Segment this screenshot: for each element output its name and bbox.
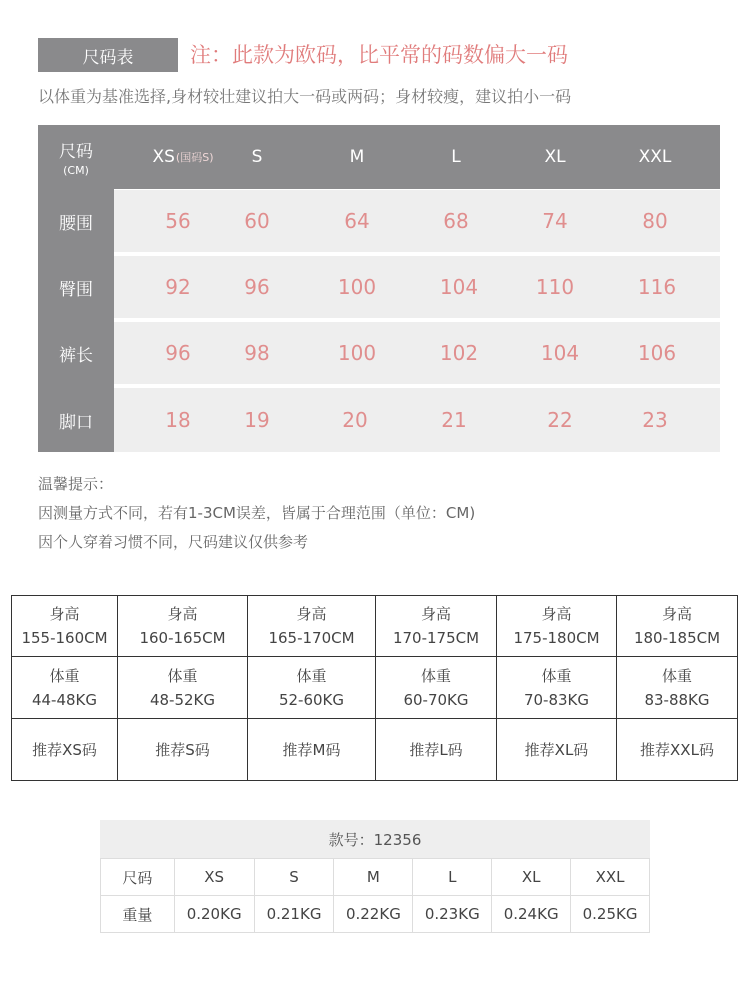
size-value: 104: [439, 275, 479, 299]
size-col-label: M: [349, 147, 365, 167]
recommend-cell: 推荐XS码: [12, 719, 118, 781]
size-col-label: XXL: [638, 147, 672, 167]
size-col-xs: [143, 125, 223, 189]
product-size-row: [101, 859, 650, 896]
corner-label: 尺码: [59, 142, 93, 162]
tips-line-1: 因测量方式不同，若有1-3CM误差，皆属于合理范围（单位：CM): [38, 504, 476, 522]
size-col-label: L: [451, 147, 461, 167]
size-value: 102: [439, 341, 479, 365]
size-value: 106: [637, 341, 677, 365]
height-row: [12, 596, 738, 657]
weight-cell: 体重 52-60KG: [248, 657, 376, 719]
size-cell: M: [334, 859, 413, 896]
size-value: 68: [443, 209, 469, 233]
xs-national-note: (国码S): [175, 151, 214, 164]
size-label: 尺码: [101, 859, 175, 896]
size-col-m: [317, 125, 397, 189]
recommend-cell: 推荐S码: [118, 719, 248, 781]
size-value: 100: [337, 341, 377, 365]
size-value: 104: [540, 341, 580, 365]
weight-cell: 0.24KG: [492, 896, 571, 933]
size-col-s: [217, 125, 297, 189]
size-value: 19: [244, 408, 270, 432]
size-col-label: XS: [152, 147, 175, 167]
size-col-xxl: [615, 125, 695, 189]
size-value: 96: [244, 275, 270, 299]
weight-cell: 体重 83-88KG: [617, 657, 738, 719]
size-value: 80: [642, 209, 668, 233]
size-value: 110: [535, 275, 575, 299]
height-cell: 身高 175-180CM: [497, 596, 617, 657]
size-col-l: [416, 125, 496, 189]
size-chart: [38, 125, 720, 452]
size-value: 20: [342, 408, 368, 432]
height-cell: 身高 155-160CM: [12, 596, 118, 657]
size-value: 21: [441, 408, 467, 432]
size-value: 22: [547, 408, 573, 432]
size-value: 60: [244, 209, 270, 233]
product-weight-table: [100, 820, 650, 932]
weight-row: [12, 657, 738, 719]
size-value: 100: [337, 275, 377, 299]
size-value: 74: [542, 209, 568, 233]
size-chart-tag: 尺码表: [38, 38, 178, 72]
recommend-cell: 推荐L码: [376, 719, 497, 781]
size-value: 98: [244, 341, 270, 365]
height-cell: 身高 170-175CM: [376, 596, 497, 657]
row-label-waist: 腰围: [59, 213, 93, 234]
weight-cell: 0.23KG: [413, 896, 492, 933]
size-col-label: XL: [544, 147, 566, 167]
style-number: 款号：12356: [100, 820, 650, 858]
size-value: 56: [165, 209, 191, 233]
weight-cell: 0.22KG: [334, 896, 413, 933]
size-cell: S: [254, 859, 334, 896]
weight-cell: 体重 44-48KG: [12, 657, 118, 719]
weight-cell: 0.21KG: [254, 896, 334, 933]
weight-cell: 体重 70-83KG: [497, 657, 617, 719]
tips-line-2: 因个人穿着习惯不同，尺码建议仅供参考: [38, 533, 309, 551]
row-label-length: 裤长: [59, 345, 93, 366]
size-value: 23: [642, 408, 668, 432]
size-value: 18: [165, 408, 191, 432]
row-label-hip: 臀围: [59, 279, 93, 300]
recommend-row: [12, 719, 738, 781]
size-cell: XXL: [571, 859, 650, 896]
height-cell: 身高 165-170CM: [248, 596, 376, 657]
weight-cell: 0.20KG: [174, 896, 254, 933]
product-weight-grid: [100, 858, 650, 933]
size-cell: XS: [174, 859, 254, 896]
size-value: 116: [637, 275, 677, 299]
size-col-xl: [515, 125, 595, 189]
recommend-cell: 推荐XXL码: [617, 719, 738, 781]
corner-unit: (CM): [63, 164, 89, 177]
size-advice: 以体重为基准选择,身材较壮建议拍大一码或两码；身材较瘦，建议拍小一码: [38, 87, 572, 106]
size-cell: XL: [492, 859, 571, 896]
recommend-cell: 推荐M码: [248, 719, 376, 781]
weight-cell: 体重 60-70KG: [376, 657, 497, 719]
height-cell: 身高 160-165CM: [118, 596, 248, 657]
product-weight-row: [101, 896, 650, 933]
size-col-label: S: [251, 147, 263, 167]
size-value: 64: [344, 209, 370, 233]
weight-cell: 体重 48-52KG: [118, 657, 248, 719]
warm-tips: [38, 470, 475, 557]
tips-title: 温馨提示：: [38, 475, 114, 493]
height-weight-table: [11, 595, 738, 781]
size-value: 96: [165, 341, 191, 365]
weight-label: 重量: [101, 896, 175, 933]
size-cell: L: [413, 859, 492, 896]
row-label-hem: 脚口: [59, 412, 93, 433]
weight-cell: 0.25KG: [571, 896, 650, 933]
euro-size-note: 注：此款为欧码，比平常的码数偏大一码: [190, 43, 568, 67]
recommend-cell: 推荐XL码: [497, 719, 617, 781]
size-chart-corner: [38, 125, 114, 189]
height-cell: 身高 180-185CM: [617, 596, 738, 657]
size-value: 92: [165, 275, 191, 299]
